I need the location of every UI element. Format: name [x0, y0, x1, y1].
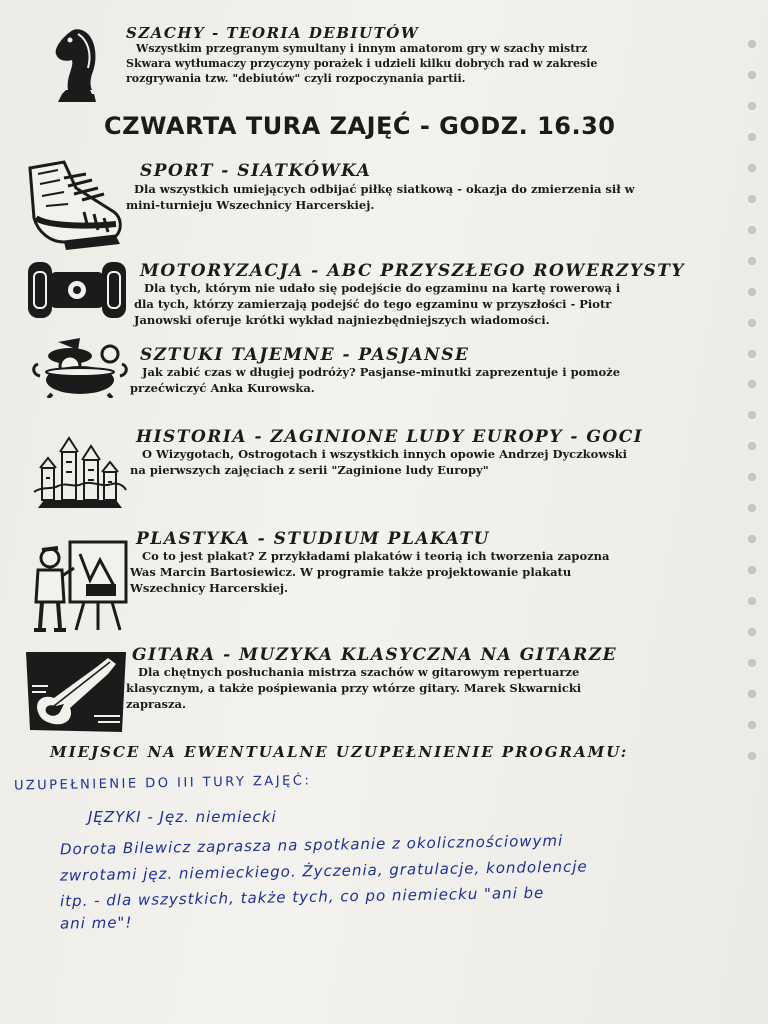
chess-knight-icon	[48, 24, 106, 108]
handwritten-supplement-heading: UZUPEŁNIENIE DO III TURY ZAJĘĆ:	[13, 773, 312, 794]
historia-title: HISTORIA - ZAGINIONE LUDY EUROPY - GOCI	[136, 427, 644, 447]
plastyka-title: PLASTYKA - STUDIUM PLAKATU	[136, 529, 490, 549]
painter-easel-icon	[30, 540, 130, 636]
sztuki-title: SZTUKI TAJEMNE - PASJANSE	[140, 345, 470, 365]
sport-title: SPORT - SIATKÓWKA	[140, 161, 372, 181]
chess-description: Wszystkim przegranym symultany i innym amatorom gry w szachy mistrz Skwara wytłumaczy przyczyny porażek i udzieli kilku dobrych rad w zakresie rozgrywania tzw. "debiutów" czyli rozpoczynania partii.	[126, 42, 598, 85]
chess-title: SZACHY - TEORIA DEBIUTÓW	[126, 24, 420, 42]
handwritten-body-line-2: zwrotami jęz. niemieckiego. Życzenia, gratulacje, kondolencje	[59, 857, 588, 885]
sneaker-icon	[24, 158, 126, 256]
session-heading: CZWARTA TURA ZAJĘĆ - GODZ. 16.30	[104, 112, 616, 140]
historia-description: O Wizygotach, Ostrogotach i wszystkich innych opowie Andrzej Dyczkowski na pierwszych zajęciach z serii "Zaginione ludy Europy"	[130, 447, 628, 477]
castle-icon	[32, 432, 128, 516]
binder-holes	[748, 40, 762, 760]
gitara-title: GITARA - MUZYKA KLASYCZNA NA GITARZE	[132, 645, 618, 665]
handwritten-body-line-3: itp. - dla wszystkich, także tych, co po niemiecku "ani be	[59, 883, 545, 911]
handwritten-language-title: JĘZYKI - Jęz. niemiecki	[88, 808, 277, 826]
handwritten-body-line-4: ani me"!	[59, 913, 133, 933]
electric-guitar-icon	[24, 646, 128, 740]
supplement-heading: MIEJSCE NA EWENTUALNE UZUPEŁNIENIE PROGRAMU:	[50, 743, 629, 761]
plastyka-description: Co to jest plakat? Z przykładami plakatów i teorią ich tworzenia zapozna Was Marcin Bartosiewicz. W programie także projektowanie plakatu Wszechnicy Harcerskiej.	[130, 549, 610, 595]
car-icon	[26, 254, 128, 330]
gitara-description: Dla chętnych posłuchania mistrza szachów w gitarowym repertuarze klasycznym, a także pośpiewania przy wtórze gitary. Marek Skwarnicki zaprasza.	[126, 665, 582, 711]
wizard-cauldron-icon	[30, 336, 130, 402]
motoryzacja-title: MOTORYZACJA - ABC PRZYSZŁEGO ROWERZYSTY	[140, 261, 686, 281]
motoryzacja-description: Dla tych, którym nie udało się podejście do egzaminu na kartę rowerową i dla tych, którzy zamierzają podejść do tego egzaminu w przyszłości - Piotr Janowski oferuje krótki wykład najniezbędniejszych wiadomości.	[134, 281, 621, 327]
sport-description: Dla wszystkich umiejących odbijać piłkę siatkową - okazja do zmierzenia sił w mini-turnieju Wszechnicy Harcerskiej.	[126, 182, 635, 212]
handwritten-body-line-1: Dorota Bilewicz zaprasza na spotkanie z okolicznościowymi	[59, 831, 564, 859]
sztuki-description: Jak zabić czas w długiej podróży? Pasjanse-minutki zaprezentuje i pomoże przećwiczyć Anka Kurowska.	[130, 365, 621, 395]
